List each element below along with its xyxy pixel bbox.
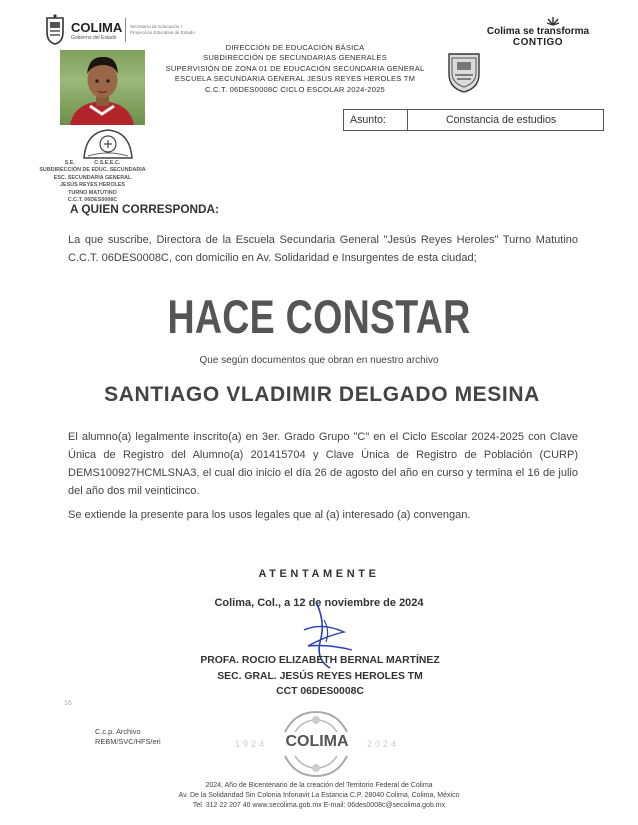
bottom-logo-text: COLIMA [285,733,349,750]
footer [80,781,558,811]
signatory-position: SEC. GRAL. JESÚS REYES HEROLES TM [217,670,423,682]
school-seal-icon [80,126,136,160]
subheading: Que según documentos que obran en nuestro archivo [199,355,439,366]
header-line-1: DIRECCIÓN DE EDUCACIÓN BÁSICA [225,43,365,52]
logo-divider [125,18,126,42]
subject-box [343,109,604,131]
closing: ATENTAMENTE [258,568,380,580]
seal-line-5: TURNO MATUTINO [68,189,117,196]
header-line-2: SUBDIRECCIÓN DE SECUNDARIAS GENERALES [203,53,387,63]
year-right: 2024 [366,739,399,749]
year-left: 1924 [235,739,268,749]
header-line-5: C.C.T. 06DES0008C CICLO ESCOLAR 2024-2025 [205,84,385,94]
subject-label: Asunto: [344,110,408,130]
seal-line-6: C.C.T. 06DES0008C [67,197,118,204]
seal-line-4: JESÚS REYES HEROLES [59,182,125,189]
student-photo [60,50,145,125]
header-line-4: ESCUELA SECUNDARIA GENERAL JESÚS REYES HEROLES TM [174,74,416,84]
purpose-line: Se extiende la presente para los usos legales que al (a) interesado (a) convengan. [68,509,471,521]
cc-block [95,727,161,747]
logo-subtext: Gobierno del Estado [71,35,117,41]
header-block [150,43,440,95]
coat-of-arms-icon [44,14,66,46]
details-paragraph: El alumno(a) legalmente inscrito(a) en 3er. Grado Grupo "C" en el Ciclo Escolar 2024-2025 con Clave Única de Registro del Alumno(a) 201415704 y Clave Única de Registro de Población (CURP) DEMS100927HCMLSNA3, el cual dio inicio el día 26 de agosto del año en curso y termina el 16 de julio del año dos mil veinticinco. [68,431,578,497]
ornament-top-icon [281,708,351,734]
seal-line-2: SUBDIRECCIÓN DE EDUC. SECUNDARIA [39,167,146,174]
bottom-logo [232,733,402,755]
intro-paragraph: La que suscribe, Directora de la Escuela Secundaria General "Jesús Reyes Heroles" Turno Matutino C.C.T. 06DES0008C, con domicilio en Av. Solidaridad e Insurgentes de esta ciudad; [68,234,578,264]
brand-line-1: Colima se transforma [486,26,590,37]
person-portrait-icon [60,50,145,125]
header-line-3: SUPERVISIÓN DE ZONA 01 DE EDUCACIÓN SECUNDARIA GENERAL [165,63,425,73]
brand-slogan [478,16,598,48]
footer-address: Av. De la Solidaridad Sin Colonia Infonavit La Estancia C.P. 28040 Colima, Colima, México [178,792,460,799]
ornament-bottom-icon [281,754,351,780]
school-seal-text [20,160,165,204]
brand-line-2: CONTIGO [512,37,564,48]
signatory-name: PROFA. ROCIO ELIZABETH BERNAL MARTÍNEZ [200,655,440,666]
salutation: A QUIEN CORRESPONDA: [70,202,219,216]
cc-line-1: C.c.p. Archivo [95,727,141,736]
place-date: Colima, Col., a 12 de noviembre de 2024 [214,597,424,609]
student-name: SANTIAGO VLADIMIR DELGADO MESINA [104,383,540,406]
signatory-cct: CCT 06DES0008C [276,686,364,697]
subject-value: Constancia de estudios [446,114,557,126]
cc-line-2: REBM/SVC/HFS/eri [95,737,161,746]
footer-motto: 2024, Año de Bicentenario de la creación del Territorio Federal de Colima [205,782,433,789]
heading-hace-constar: HACE CONSTAR [167,290,471,343]
logo-text: COLIMA [71,20,123,35]
sunburst-icon [546,16,560,26]
page-mark: 16 [64,700,72,707]
signatory-block [155,653,485,700]
logo-note: Secretaría de Educación / Proyección Educativa de Estado [130,24,195,35]
seal-line-3: ESC. SECUNDARIA GENERAL [53,174,132,181]
seal-line-1: S.E. C.S.E.E.C. [64,160,121,166]
footer-contact: Tel. 312 22 207 40 www.secolima.gob.mx E-mail: 06des0008c@secolima.gob.mx [192,802,446,809]
school-emblem-icon [443,50,485,94]
